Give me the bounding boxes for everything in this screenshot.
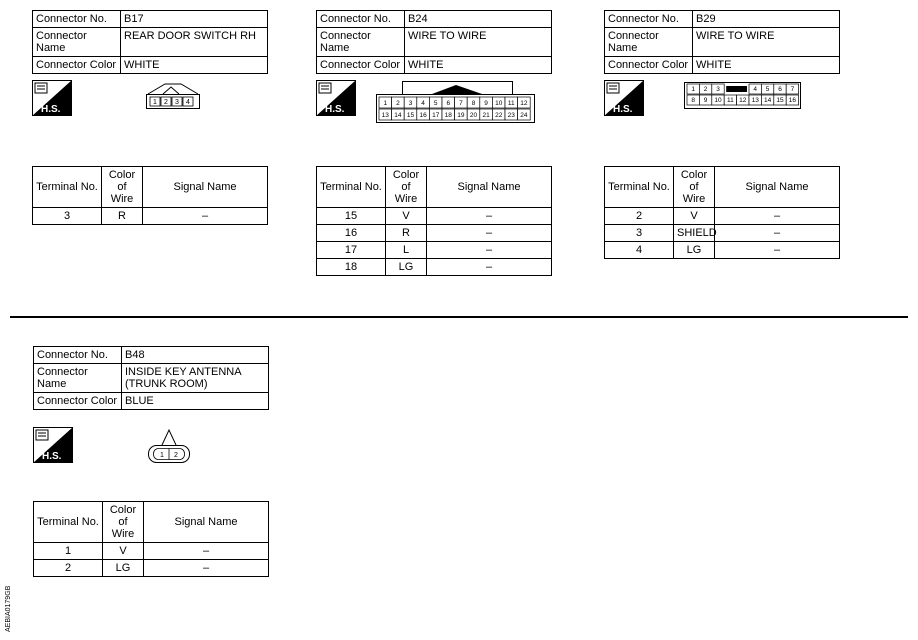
table-row: 16 R – bbox=[317, 225, 552, 242]
pin-label: 1 bbox=[153, 99, 157, 106]
pin-label: 10 bbox=[714, 97, 722, 104]
pin-label: 3 bbox=[716, 86, 720, 93]
wire-color-header: Color of Wire bbox=[674, 167, 715, 208]
pin-label: 16 bbox=[788, 97, 797, 104]
connector-name-label: Connector Name bbox=[34, 364, 122, 393]
pin-label: 24 bbox=[520, 112, 528, 119]
connector-info-table bbox=[604, 10, 840, 74]
pin-label: 7 bbox=[790, 86, 795, 93]
connector-color: WHITE bbox=[121, 57, 268, 74]
wire-color-header: Color of Wire bbox=[386, 167, 427, 208]
pin-label: 4 bbox=[753, 86, 758, 93]
pin-label: 3 bbox=[408, 100, 413, 107]
section-divider bbox=[10, 316, 908, 318]
signal-name-header: Signal Name bbox=[715, 167, 840, 208]
wire-color-header: Color of Wire bbox=[102, 167, 143, 208]
connector-color-label: Connector Color bbox=[33, 57, 121, 74]
pin-label: 14 bbox=[763, 97, 772, 104]
table-row: 17 L – bbox=[317, 242, 552, 259]
hs-label: H.S. bbox=[42, 451, 62, 462]
pin-label: 17 bbox=[432, 112, 440, 119]
pin-label: 16 bbox=[419, 112, 427, 119]
table-row: 4 LG – bbox=[605, 242, 840, 259]
connector-color-label: Connector Color bbox=[34, 393, 122, 410]
connector-color: WHITE bbox=[405, 57, 552, 74]
connector-b17 bbox=[32, 10, 268, 74]
connector-key bbox=[726, 86, 747, 92]
terminal-table-b29-wrap bbox=[604, 166, 840, 259]
pin-label: 2 bbox=[703, 86, 708, 93]
harness-side-icon bbox=[33, 427, 73, 463]
connector-name-label: Connector Name bbox=[317, 28, 405, 57]
pin-label: 4 bbox=[186, 99, 190, 106]
connector-face-b17 bbox=[143, 80, 203, 112]
table-row: 2 V – bbox=[605, 208, 840, 225]
pin-label: 11 bbox=[727, 97, 734, 104]
pin-label: 5 bbox=[765, 86, 770, 93]
pin-label: 13 bbox=[751, 97, 759, 104]
pin-label: 13 bbox=[381, 112, 389, 119]
wire-color-header: Color of Wire bbox=[103, 502, 144, 543]
pin-label: 23 bbox=[507, 112, 515, 119]
terminal-table bbox=[316, 166, 552, 276]
terminal-table-b17-wrap bbox=[32, 166, 268, 225]
pin-label: 1 bbox=[691, 86, 696, 93]
connector-name-label: Connector Name bbox=[33, 28, 121, 57]
connector-color: BLUE bbox=[122, 393, 269, 410]
pin-label: 1 bbox=[160, 452, 164, 459]
pin-label: 12 bbox=[520, 100, 528, 107]
pin-label: 6 bbox=[446, 100, 451, 107]
pin-label: 7 bbox=[459, 100, 463, 107]
pin-label: 20 bbox=[469, 112, 478, 119]
connector-name: WIRE TO WIRE bbox=[693, 28, 840, 57]
connector-info-table bbox=[316, 10, 552, 74]
terminal-table bbox=[32, 166, 268, 225]
table-row: 3 R – bbox=[33, 208, 268, 225]
svg-text:AEBIA0179GB: AEBIA0179GB bbox=[5, 585, 12, 632]
pin-label: 15 bbox=[776, 97, 784, 104]
pin-label: 8 bbox=[691, 97, 696, 104]
hs-label: H.S. bbox=[613, 104, 633, 115]
connector-color-label: Connector Color bbox=[605, 57, 693, 74]
connector-no: B29 bbox=[693, 11, 840, 28]
hs-label: H.S. bbox=[325, 104, 345, 115]
connector-no-label: Connector No. bbox=[605, 11, 693, 28]
terminal-table bbox=[604, 166, 840, 259]
connector-color-label: Connector Color bbox=[317, 57, 405, 74]
pin-label: 15 bbox=[406, 112, 415, 119]
terminal-no-header: Terminal No. bbox=[317, 167, 386, 208]
table-row: 15 V – bbox=[317, 208, 552, 225]
terminal-table bbox=[33, 501, 269, 577]
terminal-no-header: Terminal No. bbox=[33, 167, 102, 208]
connector-info-table bbox=[33, 346, 269, 410]
pin-label: 2 bbox=[174, 452, 178, 459]
pin-label: 14 bbox=[394, 112, 402, 119]
connector-face-b29 bbox=[684, 82, 802, 110]
connector-no: B24 bbox=[405, 11, 552, 28]
connector-face-b48 bbox=[146, 427, 192, 465]
figure-code bbox=[2, 584, 12, 634]
pin-label: 18 bbox=[444, 112, 452, 119]
connector-b48 bbox=[33, 346, 269, 410]
signal-name-header: Signal Name bbox=[144, 502, 269, 543]
harness-side-icon bbox=[32, 80, 72, 116]
hs-label: H.S. bbox=[41, 104, 61, 115]
connector-no: B17 bbox=[121, 11, 268, 28]
connector-name: INSIDE KEY ANTENNA (TRUNK ROOM) bbox=[122, 364, 269, 393]
pin-label: 4 bbox=[421, 100, 425, 107]
pin-label: 2 bbox=[164, 99, 168, 106]
terminal-table-b24-wrap bbox=[316, 166, 552, 276]
connector-b24 bbox=[316, 10, 552, 74]
signal-name-header: Signal Name bbox=[143, 167, 268, 208]
table-row: 2 LG – bbox=[34, 560, 269, 577]
harness-side-icon bbox=[604, 80, 644, 116]
connector-b29 bbox=[604, 10, 840, 74]
pin-label: 1 bbox=[383, 100, 388, 107]
terminal-no-header: Terminal No. bbox=[605, 167, 674, 208]
connector-no-label: Connector No. bbox=[317, 11, 405, 28]
connector-no-label: Connector No. bbox=[33, 11, 121, 28]
pin-label: 12 bbox=[739, 97, 747, 104]
pin-label: 9 bbox=[484, 100, 488, 107]
connector-info-table bbox=[32, 10, 268, 74]
pin-label: 22 bbox=[495, 112, 503, 119]
connector-face-b24 bbox=[376, 80, 536, 126]
connector-name: REAR DOOR SWITCH RH bbox=[121, 28, 268, 57]
connector-no-label: Connector No. bbox=[34, 347, 122, 364]
connector-color: WHITE bbox=[693, 57, 840, 74]
terminal-no-header: Terminal No. bbox=[34, 502, 103, 543]
pin-label: 10 bbox=[495, 100, 503, 107]
signal-name-header: Signal Name bbox=[427, 167, 552, 208]
pin-label: 2 bbox=[396, 100, 400, 107]
pin-label: 9 bbox=[703, 97, 708, 104]
pin-label: 3 bbox=[175, 99, 179, 106]
pin-label: 6 bbox=[778, 86, 782, 93]
pin-label: 5 bbox=[433, 100, 438, 107]
pin-label: 21 bbox=[482, 112, 490, 119]
terminal-table-b48-wrap bbox=[33, 501, 269, 577]
table-row: 18 LG – bbox=[317, 259, 552, 276]
pin-label: 8 bbox=[471, 100, 476, 107]
harness-side-icon bbox=[316, 80, 356, 116]
table-row: 1 V – bbox=[34, 543, 269, 560]
connector-no: B48 bbox=[122, 347, 269, 364]
table-row: 3 SHIELD – bbox=[605, 225, 840, 242]
connector-name: WIRE TO WIRE bbox=[405, 28, 552, 57]
connector-name-label: Connector Name bbox=[605, 28, 693, 57]
pin-label: 19 bbox=[457, 112, 465, 119]
pin-label: 11 bbox=[507, 100, 515, 107]
